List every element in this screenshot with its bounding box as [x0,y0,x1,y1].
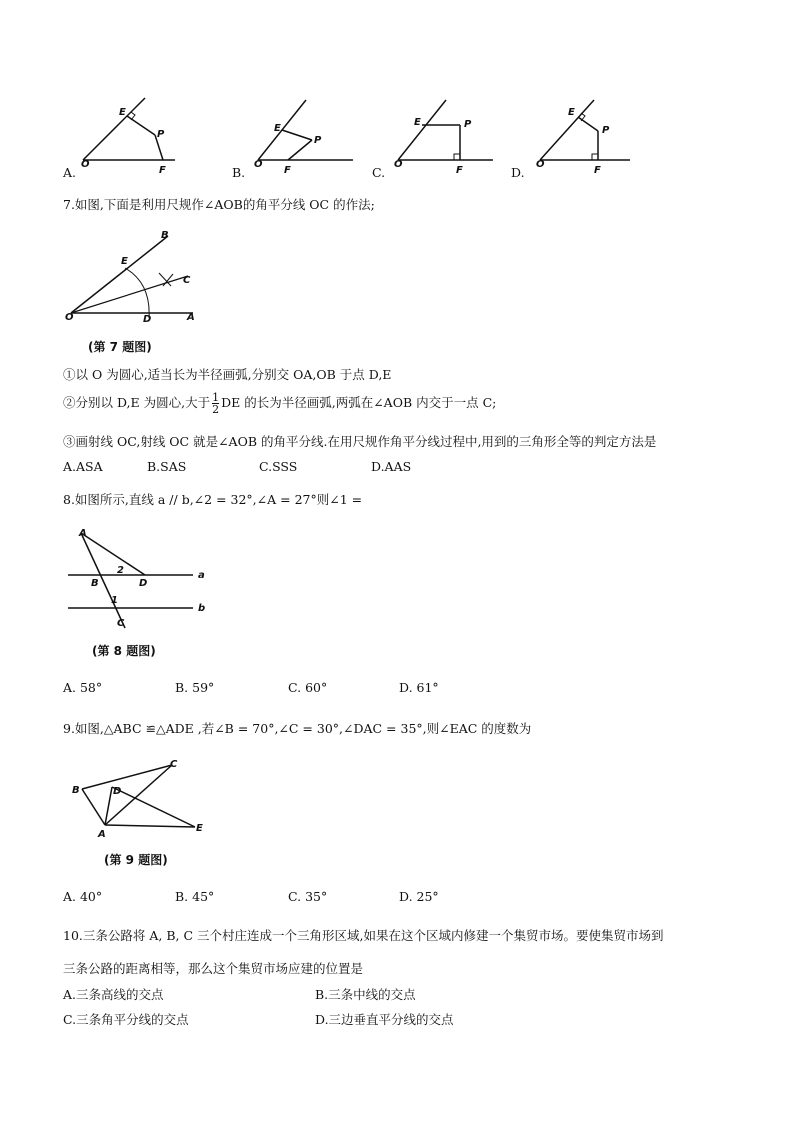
q6-figure-a [75,95,195,185]
q6-figure-c [388,95,508,185]
q10-option-b[interactable]: B.三条中线的交点 [315,987,416,1002]
label-b: B [161,230,169,241]
frac-num: 1 [212,391,220,404]
q7-step-1: ①以 O 为圆心,适当长为半径画弧,分别交 OA,OB 于点 D,E [63,367,392,382]
q7-option-b[interactable]: B.SAS [147,459,187,474]
q8-stem: 8.如图所示,直线 a // b,∠2 = 32°,∠A = 27°则∠1 = [63,492,363,507]
q7-option-c[interactable]: C.SSS [259,459,298,474]
label-line-b: b [198,603,206,614]
q10-option-c[interactable]: C.三条角平分线的交点 [63,1012,189,1027]
label-f: F [159,165,166,176]
q7-stem: 7.如图,下面是利用尺规作∠AOB的角平分线 OC 的作法; [63,197,375,212]
q7-step-2-post: DE 的长为半径画弧,两弧在∠AOB 内交于一点 C; [221,395,497,410]
label-p: P [157,129,165,140]
label-p: P [602,125,610,136]
q6-option-a[interactable]: A. [63,165,77,180]
fraction-half [212,392,219,415]
q9-stem: 9.如图,△ABC ≌△ADE ,若∠B = 70°,∠C = 30°,∠DAC = 35°,则∠EAC 的度数为 [63,721,532,736]
q9-caption: (第 9 题图) [104,853,168,867]
q7-caption: (第 7 题图) [88,340,152,354]
label-o: O [81,159,90,170]
q8-option-b[interactable]: B. 59° [175,680,215,695]
label-e: E [196,823,203,834]
label-o: O [394,159,403,170]
label-f: F [456,165,463,176]
label-e: E [121,256,128,267]
label-o: O [254,159,263,170]
q8-option-c[interactable]: C. 60° [288,680,328,695]
label-p: P [314,135,322,146]
q7-option-d[interactable]: D.AAS [371,459,412,474]
label-f: F [284,165,291,176]
q8-option-d[interactable]: D. 61° [399,680,439,695]
q8-option-a[interactable]: A. 58° [63,680,103,695]
q6-figure-d [530,95,650,185]
label-angle-1: 1 [111,595,118,606]
q6-option-d[interactable]: D. [511,165,525,180]
label-a: A [98,829,106,840]
q6-figure-b [248,95,368,185]
label-o: O [536,159,545,170]
label-e: E [414,117,421,128]
q6-option-c[interactable]: C. [372,165,386,180]
frac-den: 2 [212,403,220,416]
q9-option-b[interactable]: B. 45° [175,889,215,904]
q7-step-2-pre: ②分别以 D,E 为圆心,大于 [63,395,211,410]
q10-option-d[interactable]: D.三边垂直平分线的交点 [315,1012,454,1027]
label-d: D [143,314,152,325]
q8-caption: (第 8 题图) [92,644,156,658]
q9-option-a[interactable]: A. 40° [63,889,103,904]
q10-option-a[interactable]: A.三条高线的交点 [63,987,164,1002]
q8-figure [63,528,206,633]
label-c: C [183,275,191,286]
label-a: A [79,528,87,539]
q7-step-2 [63,392,496,415]
label-angle-2: 2 [117,565,124,576]
q9-option-c[interactable]: C. 35° [288,889,328,904]
q10-stem-line-1: 10.三条公路将 A, B, C 三个村庄连成一个三角形区域,如果在这个区域内修建一个集贸市场。要使集贸市场到 [63,928,664,943]
q7-option-a[interactable]: A.ASA [63,459,103,474]
label-e: E [274,123,281,134]
label-o: O [65,312,74,323]
label-d: D [113,786,122,797]
label-c: C [170,759,178,770]
label-f: F [594,165,601,176]
q7-figure [63,228,203,323]
label-b: B [91,578,99,589]
q9-figure [70,757,220,842]
label-line-a: a [198,570,205,581]
label-c: C [117,618,125,629]
label-a: A [187,312,195,323]
q10-stem-line-2: 三条公路的距离相等，那么这个集贸市场应建的位置是 [63,961,364,976]
q7-step-3: ③画射线 OC,射线 OC 就是∠AOB 的角平分线.在用尺规作角平分线过程中,用到的三角形全等的判定方法是 [63,434,657,449]
q9-option-d[interactable]: D. 25° [399,889,439,904]
label-b: B [72,785,80,796]
q6-option-b[interactable]: B. [232,165,246,180]
label-e: E [119,107,126,118]
label-e: E [568,107,575,118]
label-p: P [464,119,472,130]
label-d: D [139,578,148,589]
